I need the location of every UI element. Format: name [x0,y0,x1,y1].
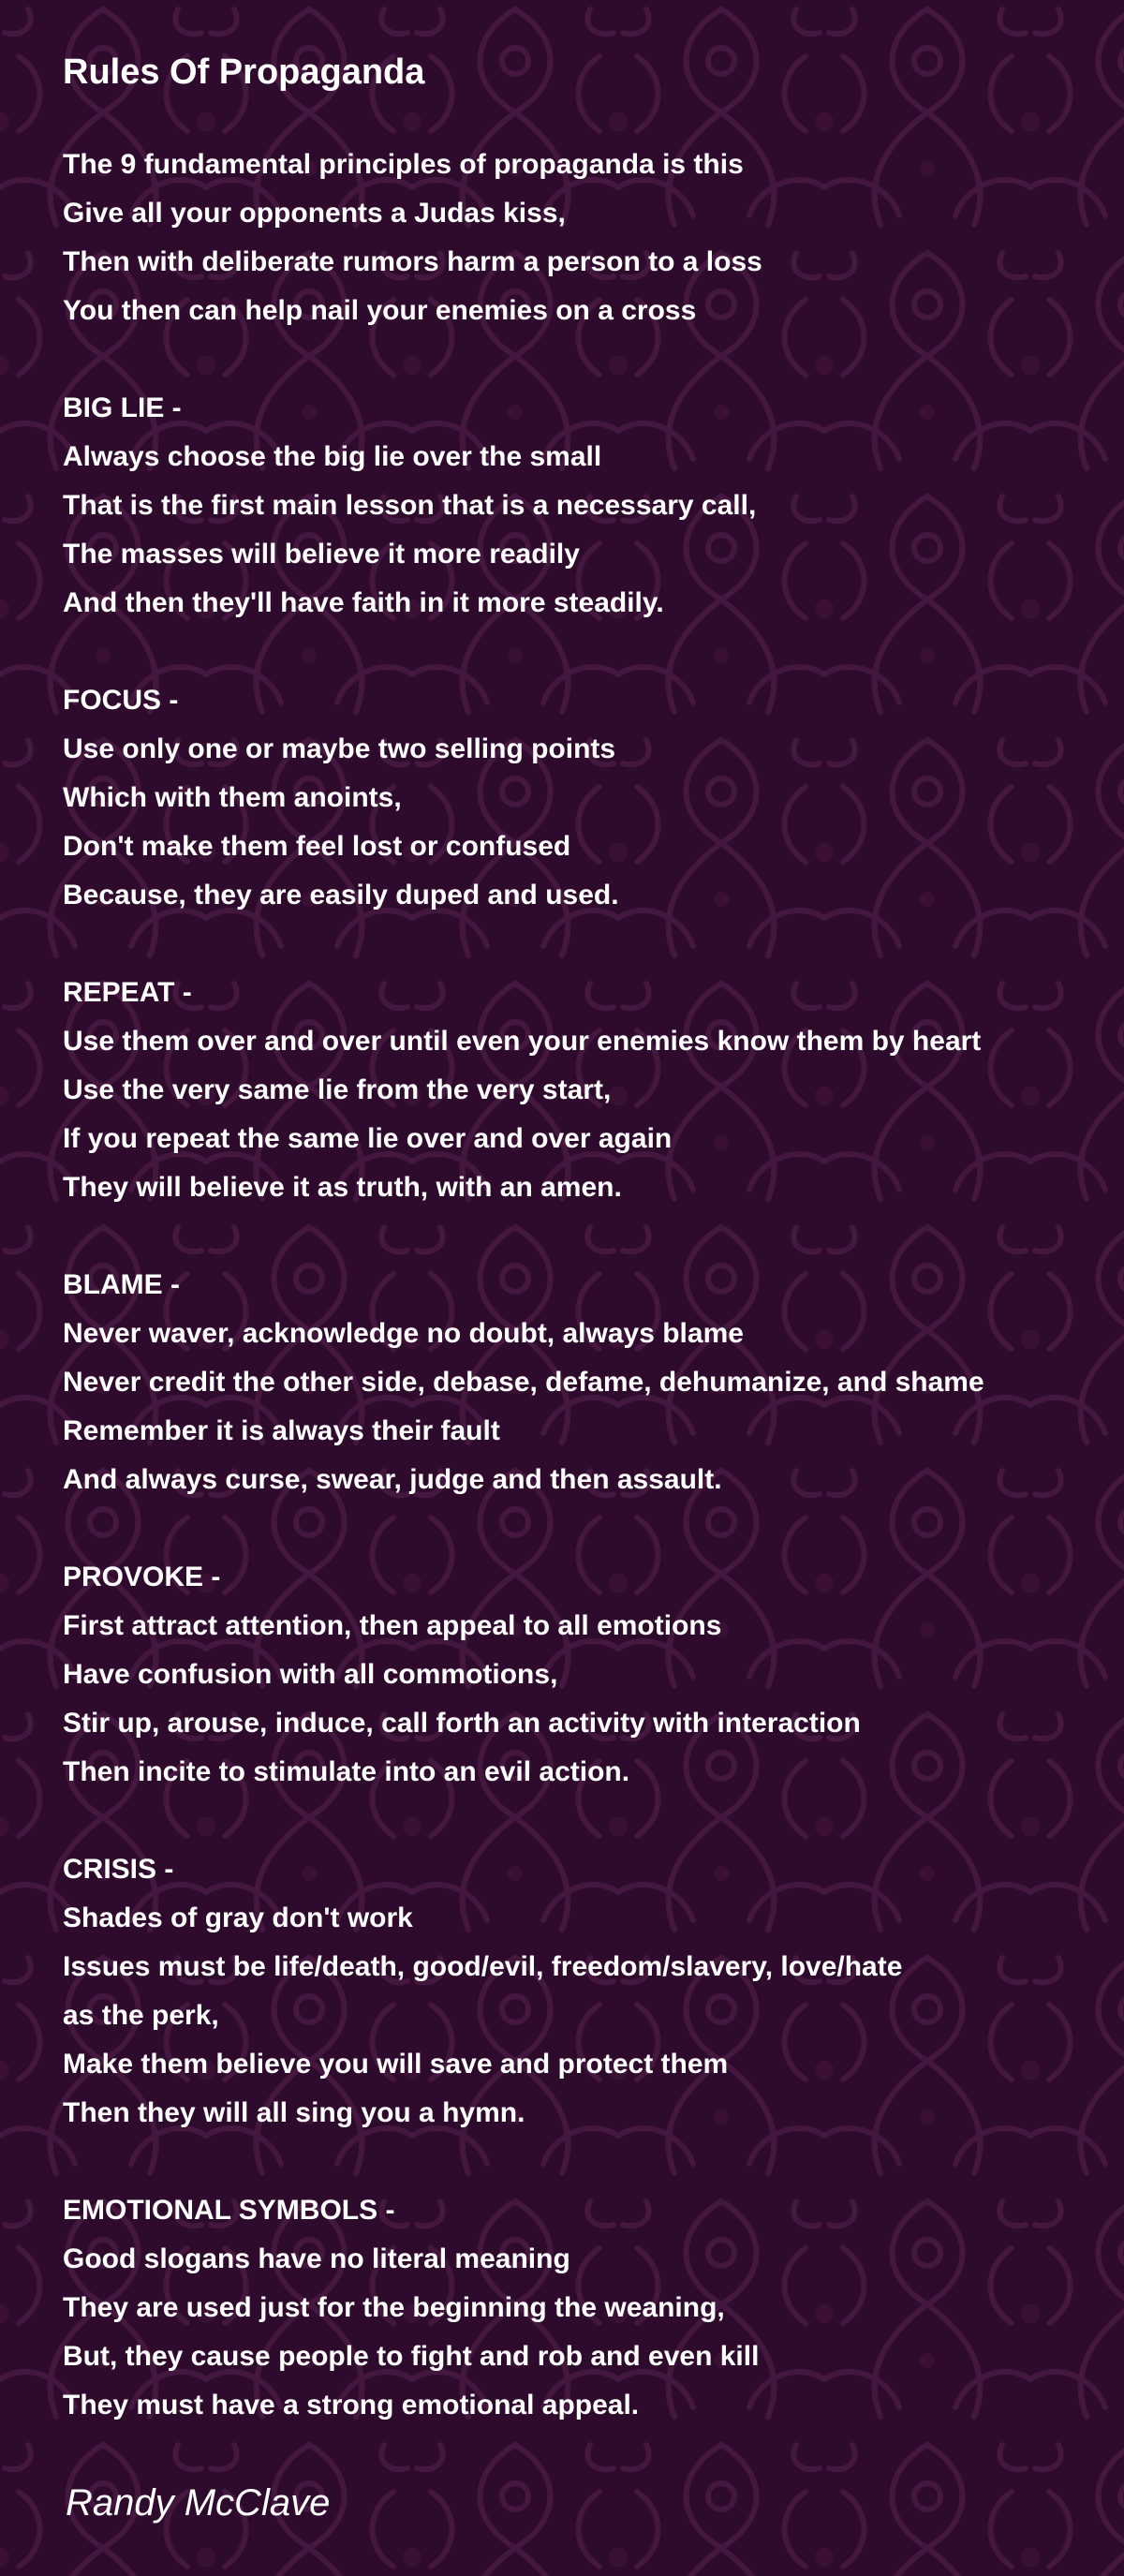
poem-line: Shades of gray don't work [63,1902,413,1933]
poem-line: Which with them anoints, [63,782,402,813]
poem-stanza [63,676,1093,920]
poem-body [63,51,1093,2479]
poem-stanza [63,1261,1093,1504]
poem-line: If you repeat the same lie over and over again [63,1123,673,1154]
poem-line: Then with deliberate rumors harm a person to a loss [63,246,762,277]
poem-line: Use the very same lie from the very start, [63,1074,612,1105]
poem-line: But, they cause people to fight and rob and even kill [63,2341,760,2372]
poem-line: Always choose the big lie over the small [63,441,602,472]
poem-line: And always curse, swear, judge and then assault. [63,1464,722,1495]
poem-stanza [63,384,1093,628]
poem-line: Stir up, arouse, induce, call forth an activity with interaction [63,1708,861,1739]
poem-line: Never waver, acknowledge no doubt, always blame [63,1318,744,1349]
poem-line: Good slogans have no literal meaning [63,2243,570,2274]
poem-line: Don't make them feel lost or confused [63,831,571,862]
poem-line: The 9 fundamental principles of propaganda is this [63,149,744,180]
stanza-heading: PROVOKE - [63,1562,221,1592]
poem-line: Never credit the other side, debase, defame, dehumanize, and shame [63,1367,984,1398]
poem-line: They are used just for the beginning the weaning, [63,2292,725,2323]
poem-line: Make them believe you will save and protect them [63,2049,729,2080]
poem-line: Because, they are easily duped and used. [63,880,619,910]
poem-line: They must have a strong emotional appeal. [63,2390,640,2421]
poem-line: Then incite to stimulate into an evil action. [63,1756,630,1787]
stanza-heading: BIG LIE - [63,392,182,423]
poem-line: Remember it is always their fault [63,1415,500,1446]
stanza-heading: CRISIS - [63,1854,174,1885]
stanza-heading: FOCUS - [63,685,179,716]
poem-line: That is the first main lesson that is a necessary call, [63,490,757,521]
poem-stanza [63,1553,1093,1797]
poem-stanza [63,2186,1093,2430]
poem-line: You then can help nail your enemies on a cross [63,295,697,326]
stanza-heading: BLAME - [63,1269,180,1300]
poem-title: Rules Of Propaganda [63,52,425,92]
poem-line: Use only one or maybe two selling points [63,733,616,764]
stanza-heading: EMOTIONAL SYMBOLS - [63,2195,395,2226]
poem-line: as the perk, [63,2000,219,2031]
poem-line: Issues must be life/death, good/evil, freedom/slavery, love/hate [63,1951,903,1982]
poem-line: First attract attention, then appeal to all emotions [63,1610,722,1641]
poem-line: Use them over and over until even your enemies know them by heart [63,1026,982,1057]
poem-line: Give all your opponents a Judas kiss, [63,198,566,229]
poem-stanza [63,1845,1093,2138]
poem-author: Randy McClave [66,2482,331,2524]
poem-stanzas [63,141,1093,2430]
poem-stanza [63,141,1093,335]
poem-line: Have confusion with all commotions, [63,1659,558,1690]
poem-stanza [63,969,1093,1212]
poem-line: The masses will believe it more readily [63,539,580,570]
poem-line: They will believe it as truth, with an amen. [63,1172,622,1203]
stanza-heading: REPEAT - [63,977,192,1008]
poem-line: Then they will all sing you a hymn. [63,2097,525,2128]
poem-line: And then they'll have faith in it more steadily. [63,587,664,618]
